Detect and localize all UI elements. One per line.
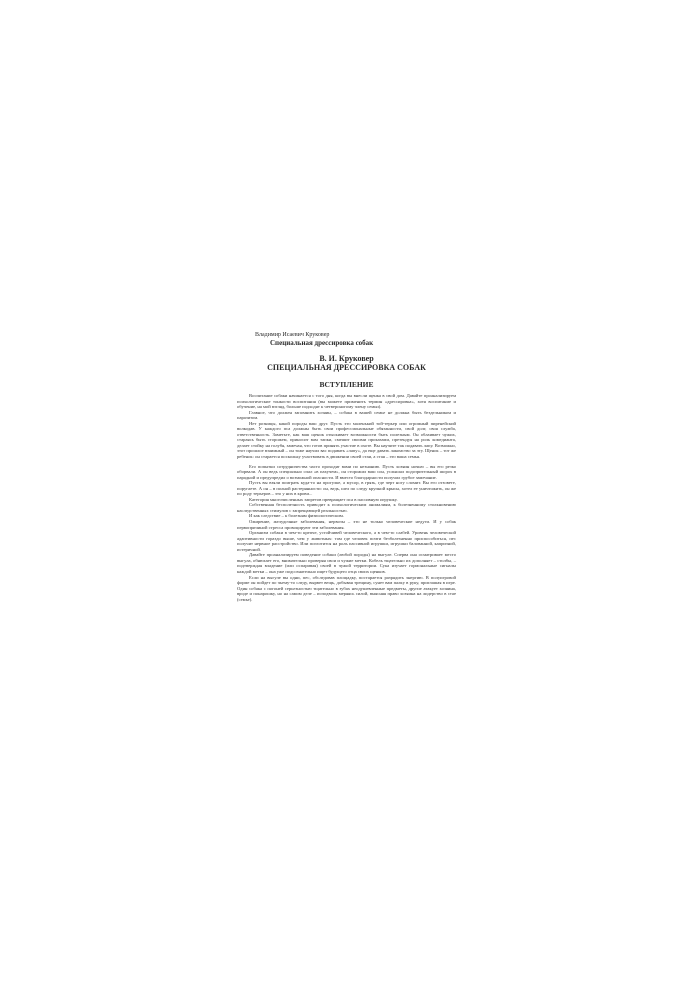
paragraph: И как следствие – к болезням физиологическим. — [249, 513, 344, 519]
section-title: ВСТУПЛЕНИЕ — [319, 380, 374, 389]
book-title: СПЕЦИАЛЬНАЯ ДРЕССИРОВКА СОБАК — [267, 363, 426, 372]
book-author: В. И. Круковер — [319, 354, 374, 363]
header-title: Специальная дрессировка собак — [270, 339, 374, 347]
paragraph: Собственная бесполезность приводит к психологическим аномалиям, к болезненному столкновению наследственных стимулов с запрещающей реальностью. — [237, 502, 456, 513]
body-text — [237, 393, 456, 602]
paragraph: Ожирение, желудочные заболевания, нервозы – это не только человеческие недуги. И у собак первопричиной стресса провоцируют эти заболевания. — [237, 519, 456, 530]
paragraph: Пусть вы взяли поиграть куда-то на прогулке, а мусор, в грязь, где черт ногу сломит. Вы его отзовете, поругаете. А он – в полной растерянности: он, ведь, шел по следу крупной крысы, хотел ее уничтожить, он же по роду терьеров – это у них в крови... — [237, 480, 456, 497]
header-author: Владимир Исаевич Круковер — [255, 332, 330, 338]
paragraph: Категория многочисленных запретов превращает пса в пассивную игрушку. — [249, 496, 398, 502]
paragraph: Если на выгуле вы одни, пес, обследовав площадку, постарается разрядить энергию. В полуигровой форме он пойдет по чьему-то следу, вырвет вещь, добывая трещину, сунет вам палку в руку, приглашая в игре. Один собака с погоней серьезностью тщательно в зубах неодушевленные предметы, другие атакует хозяина, вроде и понарошку, но на самом деле – исподволь меряясь силой, выясняя право хозяина на лидерство в стае (семье). — [237, 574, 456, 602]
paragraph: Главное, что должен запомнить хозяин, – собака в вашей семье не должна быть бездельником и паразитом. — [237, 409, 456, 421]
paragraph: Организм собаки в чем-то крепче, устойчивей человеческого, а в чем-то слабей. Уровень человеческой адаптивности гораздо выше, чем у животных: там где человек почти безболезненно приспособиться, пес получит нервное расстройство. Или поглотится на роль пассивной игрушки, игрушки балованной, капризной, истеричной. — [237, 530, 456, 552]
paragraph: Воспитание собаки начинается с того дня, когда вы внесли щенка в свой дом. Давайте проанализируем психологические тонкости воспитания (вы можете применить термин «дрессировка», хотя воспитание и обучение, на мой взгляд, больше подходят к четвероногому члену семьи). — [237, 393, 456, 410]
paragraph: Давайте проанализируем поведение собаки (любой породы) на выгуле. Сперва она осматривает место выгула, обнюхает его, внимательно проверяя свои и чужие метки. Кобель тщательно их дополняет – столбы, – подтверждая владение (или оспаривая) своей в чужой территории. Сука изучает гормональные сигналы каждой метки – она уже подсознательно ищет будущего отца своих щенков. — [237, 552, 456, 574]
paragraph: Его попытки сотрудничества часто проходят вами по незнанию. Пусть хозяин ночью – вы его резко оборвали. А он ведь специально спал «в пахучем», он сторожил ваш сон, услышал подозрительный шорох в парадной и предупредил о возможной опасности. И вместо благодарности получил грубое замечание. — [237, 463, 456, 480]
paragraph: Нет розницы, какой породы ваш друг. Пусть это маленький той-терьер или огромный пиренейский волкодав. У каждого пса должны быть свои профессиональные обязанности, свой долг, своя служба, ответственность. Заметьте, как ваш щенок отыскивает возможности быть полезным. Он облаивает чужих, стараясь быть сторожем, приносит вам тапки, смешит своими проказами, претендуя на роль комедианта, делает стойку на голубя, замечая, что готов принять участие в охоте. Вы научите так подавать лапу. Возможно, этот прошлое взаимный – он тоже научил вас подавать «лапу», да еще давать лакомство за эту. Щенок – тот же ребенок: он старается поскольку участвовать в движении своей стаи, а стая – это ваша семья. — [237, 420, 456, 460]
